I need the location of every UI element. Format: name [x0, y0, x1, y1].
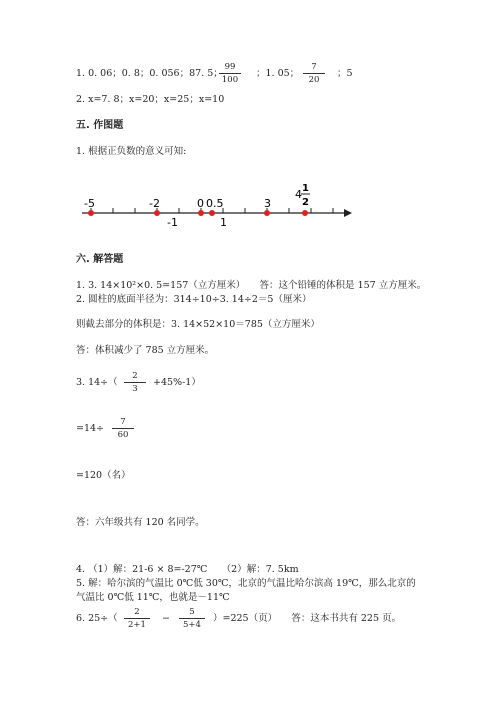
fraction-denominator: 2+1 — [128, 620, 146, 630]
answer-line-1-end: ；5 — [337, 68, 353, 79]
solution-line-12-start: 6. 25÷（ — [76, 613, 118, 624]
label-neg1: -1 — [167, 216, 178, 229]
label-mixed-whole: 4 — [295, 188, 302, 201]
label-neg2: -2 — [149, 197, 160, 210]
label-neg5: -5 — [84, 197, 95, 210]
fraction-numerator: 2 — [134, 607, 140, 617]
drawing-question-1: 1. 根据正负数的意义可知: — [76, 146, 187, 157]
solution-line-5-start: 3. 14÷（ — [76, 377, 118, 388]
fraction-denominator: 100 — [221, 75, 239, 85]
arrow-head-icon — [344, 209, 352, 217]
solution-line-8: 答：六年级共有 120 名同学。 — [76, 517, 205, 528]
solution-line-6-start: =14÷ — [76, 423, 105, 434]
section-heading-answers: 六. 解答题 — [76, 254, 124, 265]
answer-line-2: 2. x=7. 8；x=20；x=25；x=10 — [76, 94, 225, 105]
label-mixed-denominator: 2 — [302, 197, 309, 208]
solution-line-2: 2. 圆柱的底面半径为：314÷10÷3. 14÷2＝5（厘米） — [76, 294, 312, 305]
fraction-denominator: 5+4 — [183, 620, 201, 630]
fraction-numerator: 5 — [189, 607, 195, 617]
solution-line-4: 答：体积减少了 785 立方厘米。 — [76, 345, 215, 356]
label-3: 3 — [264, 197, 271, 210]
fraction-numerator: 7 — [120, 417, 126, 427]
label-0-5: 0.5 — [206, 197, 224, 210]
label-0: 0 — [197, 197, 204, 210]
fraction-bar — [112, 428, 134, 429]
fraction-denominator: 3 — [132, 384, 138, 394]
solution-line-7: =120（名） — [76, 470, 131, 481]
fraction-numerator: 2 — [132, 371, 138, 381]
fraction-denominator: 60 — [117, 430, 129, 440]
fraction-7-60 — [112, 417, 134, 440]
fraction-bar — [124, 618, 150, 619]
solution-line-5-end: +45%-1） — [153, 377, 201, 388]
fraction-2-over-2plus1 — [124, 607, 150, 630]
solution-line-11: 气温比 0℃低 11℃，也就是－11℃ — [76, 592, 230, 603]
solution-line-10: 5. 解：哈尔滨的气温比 0℃低 30℃，北京的气温比哈尔滨高 19℃，那么北京的 — [76, 578, 416, 589]
fraction-bar — [124, 382, 146, 383]
solution-line-9: 4. （1）解：21-6 × 8=-27℃ （2）解：7. 5km — [76, 564, 299, 575]
number-line-figure — [0, 0, 500, 240]
fraction-2-3 — [124, 371, 146, 394]
answer-line-1-mid: ；1. 05； — [256, 68, 300, 79]
fraction-numerator: 7 — [311, 62, 317, 72]
answer-line-1: 1. 0. 06；0. 8；0. 056；87. 5； — [76, 68, 223, 79]
solution-line-1: 1. 3. 14×10²×0. 5=157（立方厘米） 答：这个铅锤的体积是 157 立方厘米。 — [76, 280, 427, 291]
minus-sign: − — [162, 613, 170, 624]
section-heading-drawing: 五. 作图题 — [76, 120, 124, 131]
point-0 — [198, 210, 204, 216]
solution-line-3: 则截去部分的体积是：3. 14×52×10＝785（立方厘米） — [76, 319, 320, 330]
point-0-5 — [209, 210, 215, 216]
point-neg2 — [154, 210, 160, 216]
label-1: 1 — [220, 216, 227, 229]
point-neg5 — [88, 210, 94, 216]
fraction-5-over-5plus4 — [179, 607, 205, 630]
fraction-denominator: 20 — [308, 75, 320, 85]
solution-line-12-end: ）=225（页） 答：这本书共有 225 页。 — [213, 613, 402, 624]
fraction-numerator: 99 — [224, 62, 236, 72]
label-mixed-numerator: 1 — [302, 183, 309, 194]
point-3 — [264, 210, 270, 216]
fraction-bar — [179, 618, 205, 619]
point-4-1-2 — [302, 210, 308, 216]
